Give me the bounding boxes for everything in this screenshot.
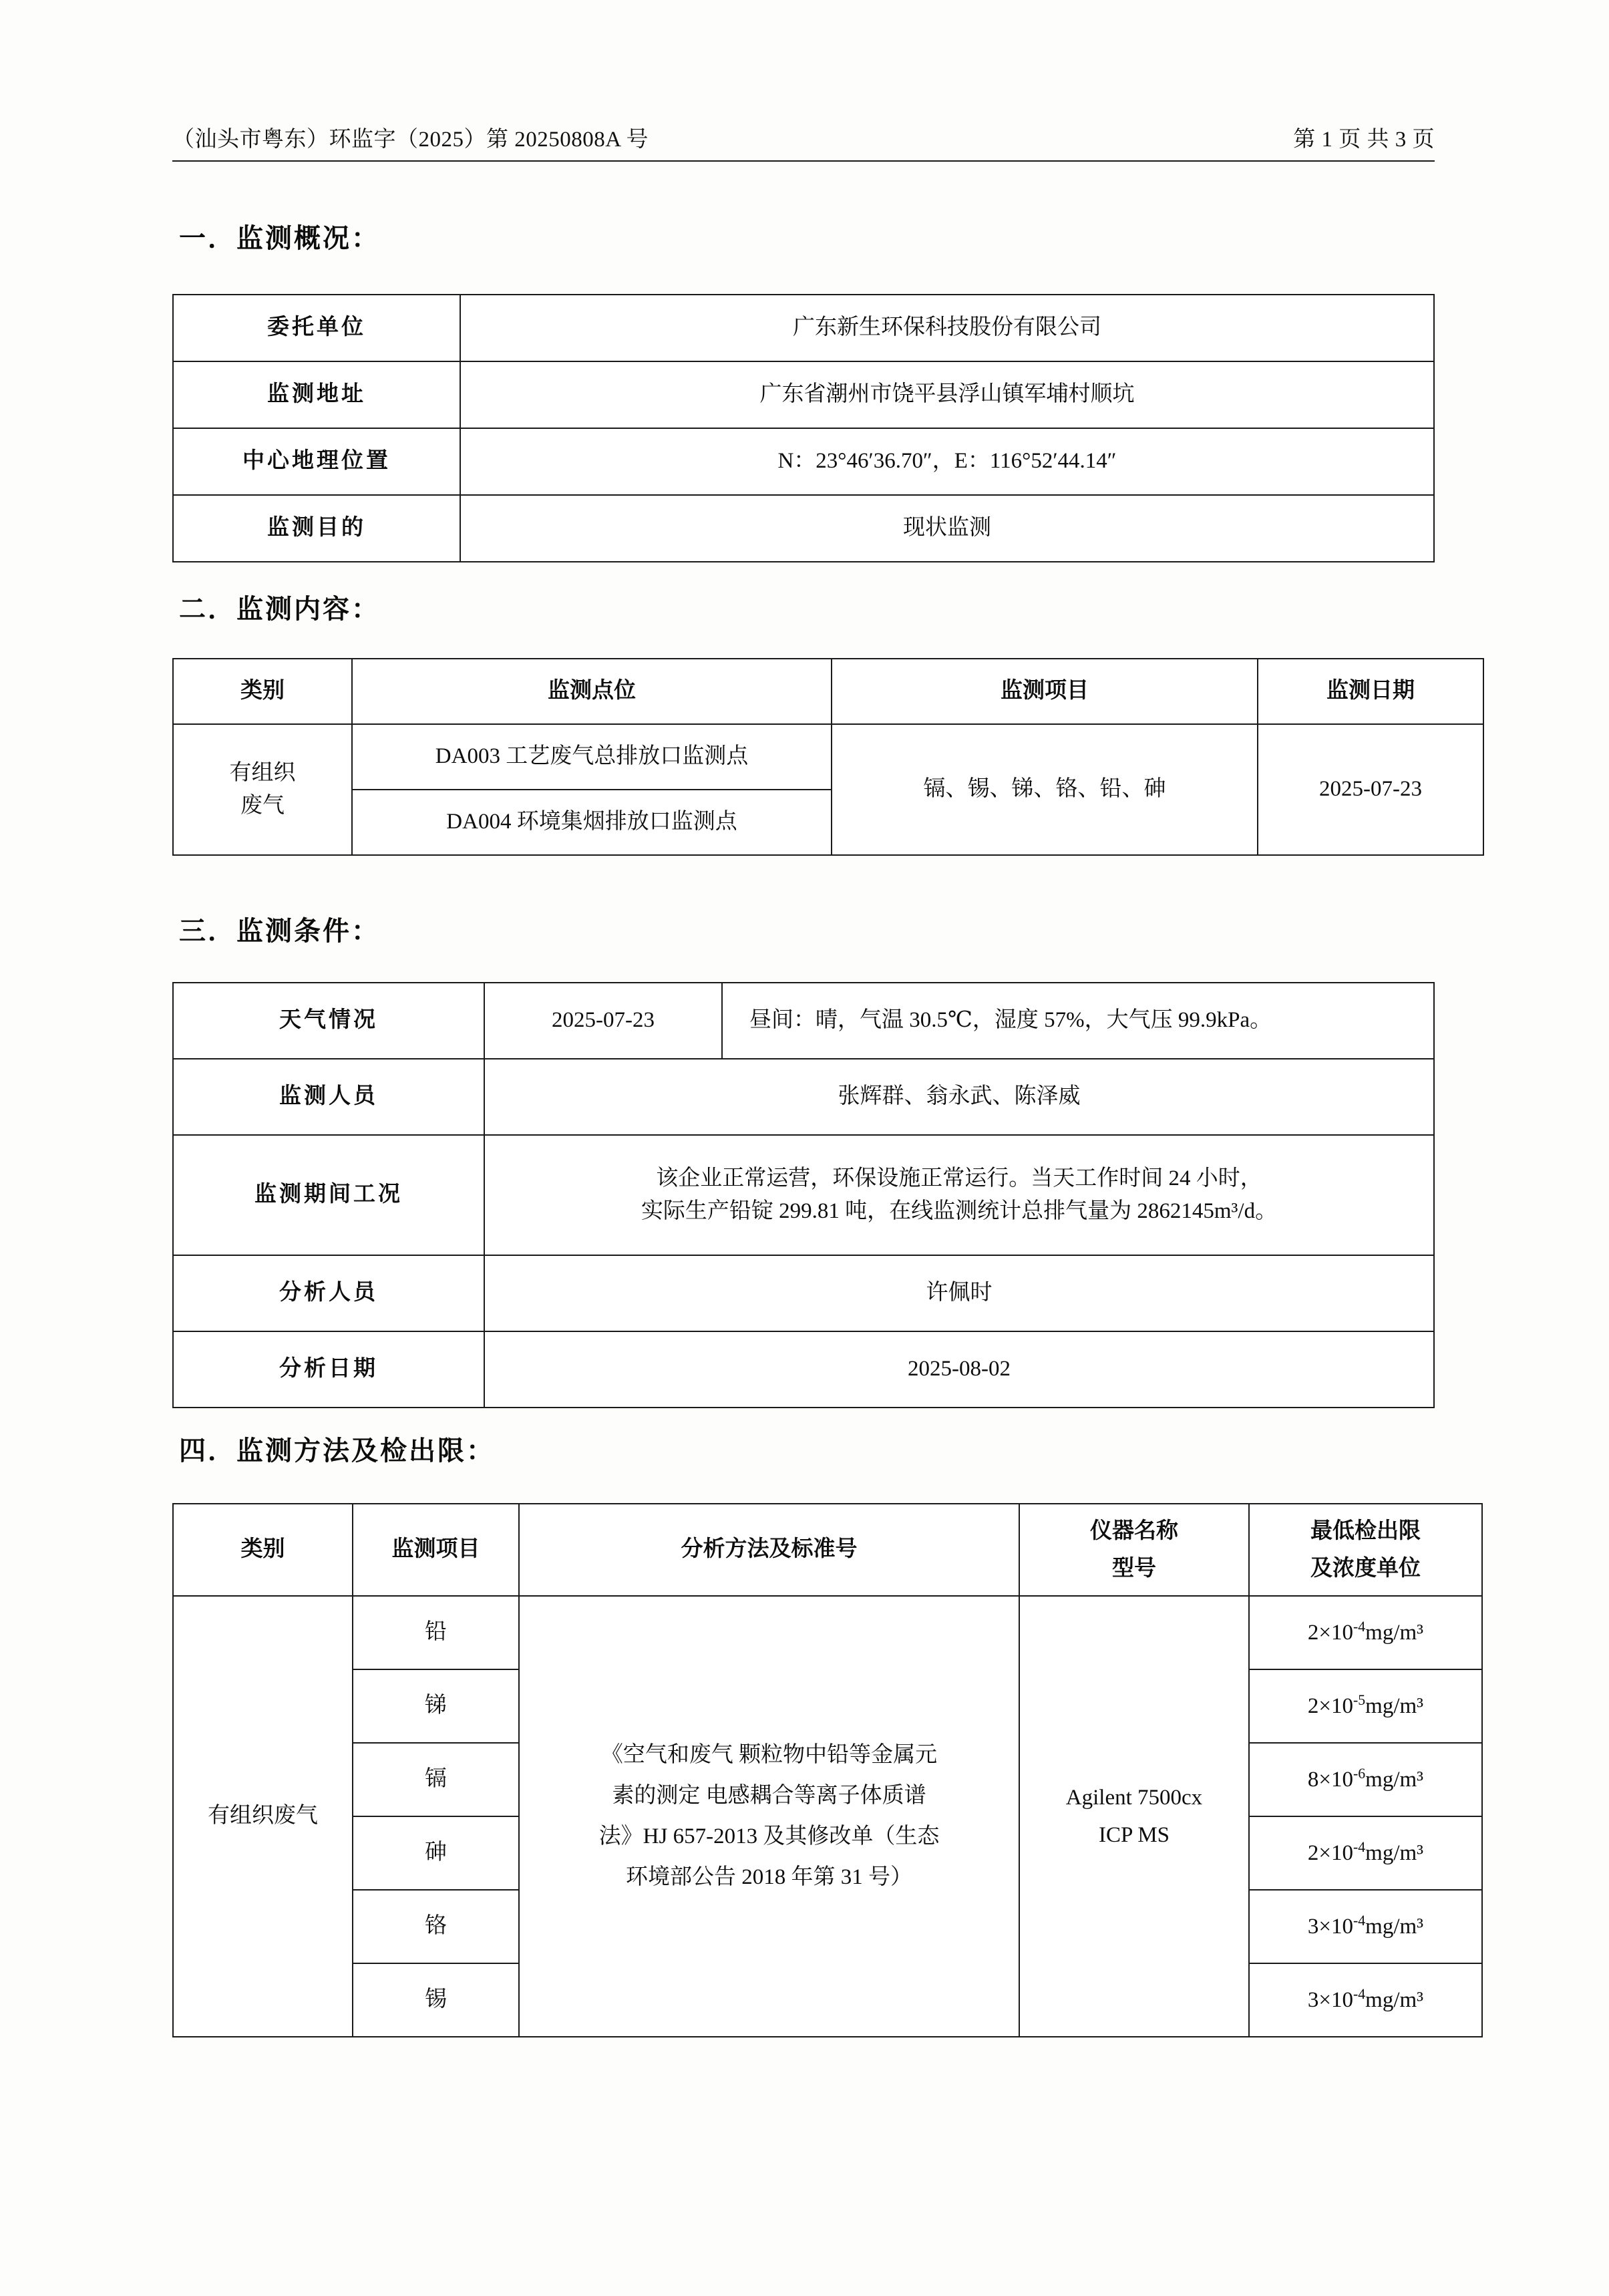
table-row xyxy=(173,495,1434,562)
methods-dl-arsenic-coef: 2×10 xyxy=(1307,1840,1354,1865)
methods-instrument xyxy=(1019,1596,1249,2037)
methods-header-dl-line1: 最低检出限 xyxy=(1310,1518,1421,1543)
methods-dl-antimony xyxy=(1249,1669,1482,1743)
header-divider xyxy=(172,160,1435,162)
overview-value-address: 广东省潮州市饶平县浮山镇军埔村顺坑 xyxy=(460,361,1434,428)
conditions-weather-date: 2025-07-23 xyxy=(484,983,722,1059)
methods-header-instrument-line2: 型号 xyxy=(1112,1556,1156,1581)
methods-dl-tin-coef: 3×10 xyxy=(1307,1987,1354,2012)
content-header-items: 监测项目 xyxy=(832,659,1258,724)
table-row xyxy=(173,1596,1482,1669)
methods-dl-chromium-unit: mg/m³ xyxy=(1365,1914,1424,1939)
section-title-overview: 一．监测概况： xyxy=(179,223,380,253)
conditions-label-analysis-date: 分析日期 xyxy=(173,1331,484,1408)
methods-dl-chromium-exp: -4 xyxy=(1353,1912,1366,1929)
table-header-row xyxy=(173,1504,1482,1596)
content-category-line2: 废气 xyxy=(240,794,285,818)
methods-header-instrument-line1: 仪器名称 xyxy=(1090,1518,1178,1543)
content-category xyxy=(173,724,352,855)
methods-dl-tin-exp: -4 xyxy=(1353,1985,1366,2002)
methods-dl-tin-value xyxy=(1307,1985,1424,2012)
table-row xyxy=(173,1331,1434,1408)
section-title-conditions: 三．监测条件： xyxy=(179,916,380,946)
methods-dl-arsenic-value xyxy=(1307,1838,1424,1865)
table-row xyxy=(173,724,1483,790)
content-point-da004: DA004 环境集烟排放口监测点 xyxy=(352,790,832,855)
conditions-label-staff: 监测人员 xyxy=(173,1059,484,1135)
methods-dl-arsenic-exp: -4 xyxy=(1353,1838,1366,1855)
methods-header-instrument xyxy=(1019,1504,1249,1596)
overview-label-purpose: 监测目的 xyxy=(173,495,460,562)
conditions-label-working: 监测期间工况 xyxy=(173,1135,484,1255)
table-row xyxy=(173,1255,1434,1331)
page-number: 第 1 页 共 3 页 xyxy=(1293,128,1435,152)
methods-dl-chromium-coef: 3×10 xyxy=(1307,1914,1354,1939)
methods-header-item: 监测项目 xyxy=(353,1504,519,1596)
methods-table xyxy=(172,1503,1483,2037)
overview-value-coordinates: N：23°46′36.70″，E：116°52′44.14″ xyxy=(460,428,1434,495)
methods-method-line2: 素的测定 电感耦合等离子体质谱 xyxy=(612,1783,926,1808)
methods-item-lead: 铅 xyxy=(353,1596,519,1669)
overview-label-address: 监测地址 xyxy=(173,361,460,428)
table-row xyxy=(173,983,1434,1059)
conditions-working-line2: 实际生产铅锭 299.81 吨，在线监测统计总排气量为 2862145m³/d。 xyxy=(641,1199,1278,1223)
methods-item-arsenic: 砷 xyxy=(353,1816,519,1890)
methods-dl-chromium xyxy=(1249,1890,1482,1963)
methods-header-category: 类别 xyxy=(173,1504,353,1596)
overview-value-purpose: 现状监测 xyxy=(460,495,1434,562)
conditions-label-weather: 天气情况 xyxy=(173,983,484,1059)
methods-dl-cadmium-exp: -6 xyxy=(1353,1765,1366,1782)
content-category-line1: 有组织 xyxy=(229,760,296,785)
report-number: （汕头市粤东）环监字（2025）第 20250808A 号 xyxy=(172,128,649,152)
methods-item-chromium: 铬 xyxy=(353,1890,519,1963)
methods-dl-antimony-coef: 2×10 xyxy=(1307,1693,1354,1718)
content-items: 镉、锡、锑、铬、铅、砷 xyxy=(832,724,1258,855)
section-title-methods: 四．监测方法及检出限： xyxy=(179,1436,495,1466)
methods-dl-arsenic-unit: mg/m³ xyxy=(1365,1840,1424,1865)
methods-dl-tin-unit: mg/m³ xyxy=(1365,1987,1424,2012)
overview-label-client: 委托单位 xyxy=(173,295,460,361)
table-row xyxy=(173,1135,1434,1255)
methods-dl-antimony-unit: mg/m³ xyxy=(1365,1693,1424,1718)
content-date: 2025-07-23 xyxy=(1258,724,1483,855)
methods-dl-lead-exp: -4 xyxy=(1353,1618,1366,1635)
table-row xyxy=(173,1059,1434,1135)
table-row xyxy=(173,361,1434,428)
methods-dl-lead-value xyxy=(1307,1618,1424,1645)
methods-dl-lead-unit: mg/m³ xyxy=(1365,1620,1424,1645)
methods-dl-tin xyxy=(1249,1963,1482,2037)
methods-item-tin: 锡 xyxy=(353,1963,519,2037)
methods-header-detection-limit xyxy=(1249,1504,1482,1596)
methods-dl-chromium-value xyxy=(1307,1912,1424,1939)
conditions-staff-value: 张辉群、翁永武、陈泽威 xyxy=(484,1059,1434,1135)
methods-dl-lead xyxy=(1249,1596,1482,1669)
methods-instrument-line2: ICP MS xyxy=(1098,1823,1170,1847)
methods-item-cadmium: 镉 xyxy=(353,1743,519,1816)
methods-dl-cadmium xyxy=(1249,1743,1482,1816)
methods-dl-cadmium-value xyxy=(1307,1765,1424,1792)
content-point-da003: DA003 工艺废气总排放口监测点 xyxy=(352,724,832,790)
methods-method-text xyxy=(519,1596,1019,2037)
conditions-weather-value: 昼间：晴，气温 30.5℃，湿度 57%，大气压 99.9kPa。 xyxy=(722,983,1434,1059)
conditions-analysis-date-value: 2025-08-02 xyxy=(484,1331,1434,1408)
methods-dl-arsenic xyxy=(1249,1816,1482,1890)
methods-item-antimony: 锑 xyxy=(353,1669,519,1743)
methods-dl-lead-coef: 2×10 xyxy=(1307,1620,1354,1645)
content-header-point: 监测点位 xyxy=(352,659,832,724)
table-row xyxy=(173,428,1434,495)
content-header-date: 监测日期 xyxy=(1258,659,1483,724)
conditions-analyst-value: 许佩时 xyxy=(484,1255,1434,1331)
methods-header-method: 分析方法及标准号 xyxy=(519,1504,1019,1596)
overview-value-client: 广东新生环保科技股份有限公司 xyxy=(460,295,1434,361)
methods-instrument-line1: Agilent 7500cx xyxy=(1065,1785,1203,1810)
table-header-row xyxy=(173,659,1483,724)
methods-category: 有组织废气 xyxy=(173,1596,353,2037)
page-header xyxy=(172,122,1435,153)
methods-method-line1: 《空气和废气 颗粒物中铅等金属元 xyxy=(600,1742,938,1767)
overview-label-coordinates: 中心地理位置 xyxy=(173,428,460,495)
methods-dl-cadmium-unit: mg/m³ xyxy=(1365,1767,1424,1792)
methods-dl-antimony-value xyxy=(1307,1691,1424,1718)
conditions-working-line1: 该企业正常运营，环保设施正常运行。当天工作时间 24 小时， xyxy=(656,1166,1262,1190)
conditions-working-value xyxy=(484,1135,1434,1255)
overview-table xyxy=(172,294,1435,562)
methods-method-line3: 法》HJ 657-2013 及其修改单（生态 xyxy=(598,1824,940,1848)
methods-dl-cadmium-coef: 8×10 xyxy=(1307,1767,1354,1792)
methods-method-line4: 环境部公告 2018 年第 31 号） xyxy=(626,1865,912,1890)
methods-header-dl-line2: 及浓度单位 xyxy=(1310,1556,1421,1581)
content-table xyxy=(172,658,1484,856)
content-header-category: 类别 xyxy=(173,659,352,724)
conditions-label-analyst: 分析人员 xyxy=(173,1255,484,1331)
methods-dl-antimony-exp: -5 xyxy=(1353,1691,1366,1708)
conditions-table xyxy=(172,982,1435,1408)
section-title-content: 二．监测内容： xyxy=(179,594,380,624)
table-row xyxy=(173,295,1434,361)
